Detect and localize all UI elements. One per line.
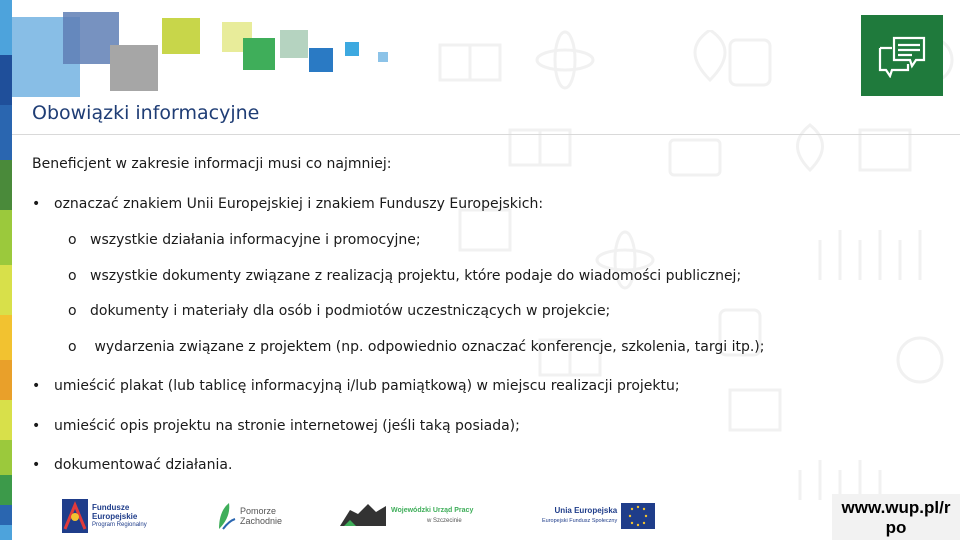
bullet-marker: • xyxy=(32,378,41,394)
bullet-text: umieścić opis projektu na stronie internetowej (jeśli taką posiada); xyxy=(54,418,520,434)
intro-text: Beneficjent w zakresie informacji musi co najmniej: xyxy=(32,156,392,172)
fe-name-line1: Fundusze xyxy=(92,502,130,512)
url-line2: po xyxy=(885,518,907,537)
wup-szczecin-logo xyxy=(338,496,473,536)
pomorze-leaf-icon xyxy=(215,501,237,531)
footer-logos xyxy=(60,496,830,536)
briefcase-icon xyxy=(670,140,720,175)
wup-line2: w Szczecinie xyxy=(427,518,462,524)
wup-emblem-icon xyxy=(338,502,388,530)
sub-item xyxy=(68,303,610,319)
bullet-text: oznaczać znakiem Unii Europejskiej i znakiem Funduszy Europejskich: xyxy=(54,196,544,212)
website-url[interactable] xyxy=(832,494,960,540)
bullet-marker: • xyxy=(32,457,41,473)
pomorze-line2: Zachodnie xyxy=(240,516,283,526)
atom-icon xyxy=(537,32,593,88)
chart-icon xyxy=(460,210,510,250)
sub-item xyxy=(68,232,421,248)
pomorze-line1: Pomorze xyxy=(240,506,277,516)
sub-text: wszystkie dokumenty związane z realizacją projektu, które podaje do wiadomości publicznej; xyxy=(90,268,742,284)
bullet-item xyxy=(32,457,232,473)
book-icon xyxy=(510,130,570,165)
bullet-item xyxy=(32,418,520,434)
sub-marker: o xyxy=(68,232,77,248)
book-icon xyxy=(440,45,500,80)
ue-line2: Europejski Fundusz Społeczny xyxy=(542,518,618,524)
bullet-item xyxy=(32,196,543,212)
url-line1: www.wup.pl/r xyxy=(841,498,951,517)
leaf-icon xyxy=(798,125,823,170)
unia-europejska-logo xyxy=(542,496,655,536)
bullet-item xyxy=(32,378,680,394)
sub-marker: o xyxy=(68,339,77,355)
bullet-text: dokumentować działania. xyxy=(54,457,233,473)
bullet-marker: • xyxy=(32,418,41,434)
wup-line1: Wojewódzki Urząd Pracy xyxy=(391,507,474,514)
sub-item xyxy=(68,268,741,284)
train-icon xyxy=(730,40,770,85)
fe-emblem-icon xyxy=(62,499,88,533)
fundusze-europejskie-logo xyxy=(62,496,147,536)
sub-text: wydarzenia związane z projektem (np. odpowiednio oznaczać konferencje, szkolenia, targi itp.); xyxy=(90,339,765,355)
sub-item xyxy=(68,339,764,355)
recycle-icon xyxy=(898,338,942,382)
title-divider xyxy=(12,134,960,135)
leaf-icon xyxy=(695,30,725,80)
fence-icon xyxy=(820,230,920,280)
chart-icon xyxy=(860,130,910,170)
sub-marker: o xyxy=(68,268,77,284)
slide-title: Obowiązki informacyjne xyxy=(32,102,260,124)
bullet-text: umieścić plakat (lub tablicę informacyjną i/lub pamiątkową) w miejscu realizacji projektu; xyxy=(54,378,680,394)
sub-text: dokumenty i materiały dla osób i podmiotów uczestniczących w projekcie; xyxy=(90,303,611,319)
fe-name-line2: Europejskie xyxy=(92,511,138,521)
chat-box xyxy=(861,15,943,96)
chat-bubbles-icon xyxy=(876,34,928,78)
sub-text: wszystkie działania informacyjne i promocyjne; xyxy=(90,232,421,248)
ue-line1: Unia Europejska xyxy=(554,506,618,515)
bullet-marker: • xyxy=(32,196,41,212)
pomorze-zachodnie-logo xyxy=(215,496,282,536)
fe-name-line3: Program Regionalny xyxy=(92,521,147,528)
sub-marker: o xyxy=(68,303,77,319)
eu-flag-icon xyxy=(621,503,655,529)
chart-icon xyxy=(730,390,780,430)
left-color-strip xyxy=(0,0,12,540)
